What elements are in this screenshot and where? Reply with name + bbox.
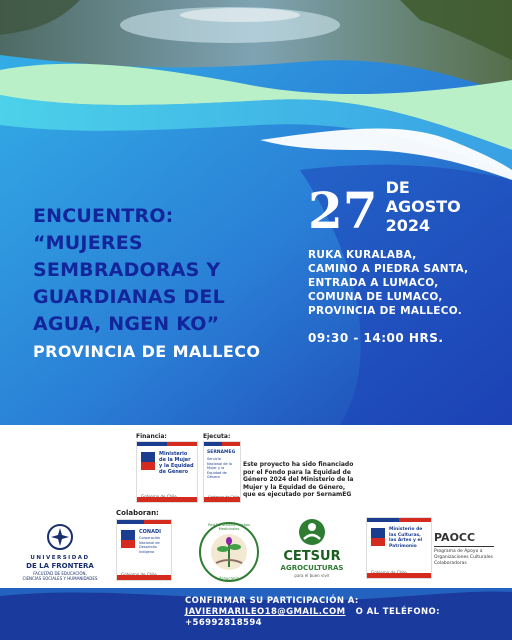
event-date — [308, 178, 508, 238]
paocc-logo — [434, 531, 510, 575]
paocc-sub2: Organizaciones Culturales — [434, 555, 493, 560]
sernameg-logo — [203, 441, 241, 503]
title-line: GUARDIANAS DEL — [33, 286, 225, 308]
conadi-logo — [116, 519, 172, 581]
location-line: PROVINCIA DE MALLECO. — [308, 305, 463, 317]
red-hierbas-logo — [198, 521, 260, 583]
paocc-name: PAOCC — [434, 531, 476, 544]
title-line: ENCUENTRO: — [33, 205, 174, 227]
title-line: “MUJERES — [33, 232, 143, 254]
title-line: SEMBRADORAS Y — [33, 259, 221, 281]
sponsor-funding-section — [0, 425, 512, 505]
paocc-sub1: Programa de Apoyo a — [434, 549, 483, 554]
gobierno-shield-icon — [121, 530, 135, 540]
cetsur-sub: AGROCULTURAS — [280, 564, 344, 572]
cetsur-name: CETSUR — [283, 549, 341, 564]
sponsor-collaborators-section — [0, 505, 512, 595]
financia-label: Financia: — [136, 433, 167, 440]
cetsur-emblem-icon — [297, 517, 327, 547]
gobierno-shield-icon — [141, 452, 155, 462]
date-month: AGOSTO — [385, 197, 461, 216]
ufro-emblem-icon — [45, 523, 75, 551]
location-line: RUKA KURALABA, — [308, 249, 417, 261]
cetsur-tagline: para el buen vivir — [294, 573, 330, 578]
footer-contact — [0, 588, 512, 640]
red-hierbas-name: Red Contraloría Hierbas Medicinales — [208, 523, 250, 531]
ufro-line3: FACULTAD DE EDUCACIÓN, — [33, 571, 87, 576]
conadi-name: CONADI — [139, 529, 161, 535]
ministerio-culturas-name: Ministerio de las Culturas, las Artes y el Patrimonio — [389, 527, 423, 549]
location-line: COMUNA DE LUMACO, — [308, 291, 443, 303]
funding-line: por el Fondo para la Equidad de — [243, 468, 351, 476]
event-time: 09:30 - 14:00 HRS. — [308, 331, 444, 345]
funding-line: que es ejecutado por SernamEG — [243, 491, 352, 498]
event-subtitle: PROVINCIA DE MALLECO — [33, 342, 261, 361]
ejecuta-label: Ejecuta: — [203, 433, 231, 440]
paocc-divider — [434, 546, 494, 547]
paocc-sub3: Colaboradoras — [434, 561, 467, 566]
colaboran-label: Colaboran: — [116, 509, 159, 517]
ufro-line2: DE LA FRONTERA — [26, 562, 94, 570]
location-line: CAMINO A PIEDRA SANTA, — [308, 263, 469, 275]
contact-phone: O AL TELÉFONO: +56992818594 — [185, 607, 440, 628]
location-line: ENTRADA A LUMACO, — [308, 277, 439, 289]
red-hierbas-place: Araucanía — [218, 576, 240, 581]
ministerio-mujer-logo — [136, 441, 198, 503]
funding-line: Mujer y la Equidad de Género, — [243, 483, 346, 491]
cetsur-logo — [272, 517, 352, 583]
confirm-label: CONFIRMAR SU PARTICIPACIÓN A: — [185, 596, 359, 606]
ufro-line4: CIENCIAS SOCIALES Y HUMANIDADES — [22, 576, 98, 581]
date-year: 2024 — [385, 216, 431, 235]
title-line: AGUA, NGEN KO” — [33, 313, 220, 335]
date-de: DE — [385, 178, 410, 197]
footer-text — [185, 596, 505, 629]
date-day: 27 — [308, 181, 378, 240]
funding-line: Género 2024 del Ministerio de la — [243, 476, 354, 483]
contact-email-link[interactable]: JAVIERMARILEO18@GMAIL.COM — [185, 607, 346, 617]
funding-description — [243, 461, 493, 499]
date-month-year — [386, 178, 461, 235]
event-location — [308, 248, 508, 318]
ministerio-mujer-name: Ministerio de la Mujer y la Equidad de Género — [159, 451, 194, 475]
ufro-logo — [10, 523, 110, 583]
conadi-subtitle: Corporación Nacional de Desarrollo Indígena — [139, 536, 161, 554]
event-details — [308, 178, 508, 345]
gobierno-shield-icon — [371, 528, 385, 538]
event-title-block — [33, 203, 303, 361]
contact-line — [185, 607, 505, 629]
sernameg-name: SERNAMEG — [207, 450, 236, 455]
funding-line: Este proyecto ha sido financiado — [243, 461, 354, 468]
sernameg-subtitle: Servicio Nacional de la Mujer y la Equidad de Género — [207, 457, 232, 479]
ufro-line1: UNIVERSIDAD — [30, 555, 90, 561]
ministerio-culturas-logo — [366, 517, 432, 579]
